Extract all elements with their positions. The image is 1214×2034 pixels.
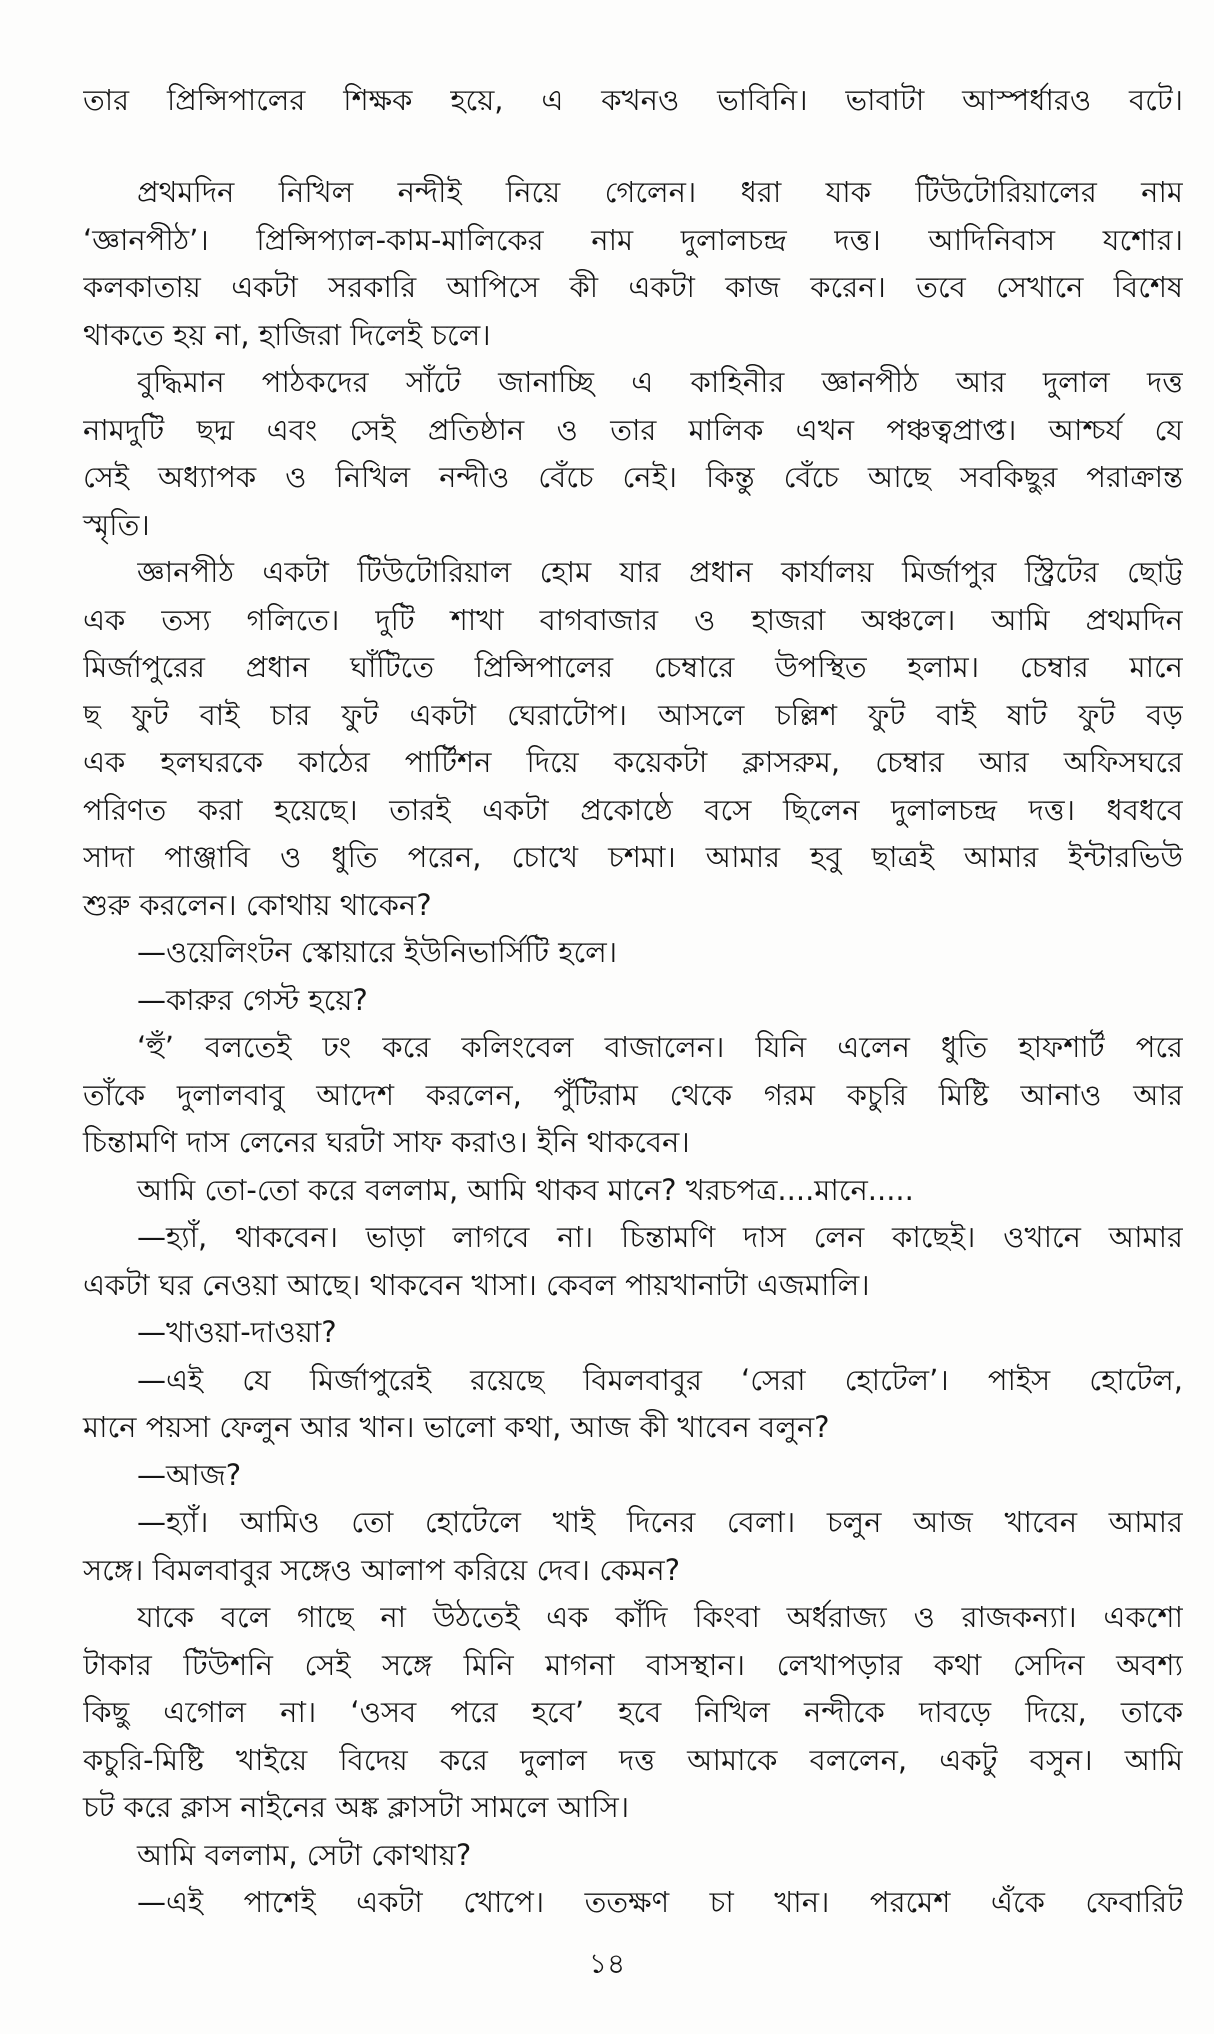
text-line: আমি বললাম, সেটা কোথায়?: [137, 1837, 472, 1872]
text-line: তার প্রিন্সিপালের শিক্ষক হয়ে, এ কখনও ভাবিনি। ভাবাটা আস্পর্ধারও বটে।: [83, 83, 1183, 117]
text-line: ছ ফুট বাই চার ফুট একটা ঘেরাটোপ। আসলে চল্লিশ ফুট বাই ষাট ফুট বড়: [83, 697, 1183, 732]
text-line: এক তস্য গলিতে। দুটি শাখা বাগবাজার ও হাজরা অঞ্চলে। আমি প্রথমদিন: [83, 602, 1183, 637]
text-line: কলকাতায় একটা সরকারি আপিসে কী একটা কাজ করেন। তবে সেখানে বিশেষ: [83, 270, 1183, 304]
text-line: —খাওয়া-দাওয়া?: [137, 1315, 337, 1349]
text-line: —হ্যাঁ। আমিও তো হোটেলে খাই দিনের বেলা। চলুন আজ খাবেন আমার: [137, 1505, 1183, 1539]
text-line: মানে পয়সা ফেলুন আর খান। ভালো কথা, আজ কী খাবেন বলুন?: [83, 1410, 830, 1444]
text-line: থাকতে হয় না, হাজিরা দিলেই চলে।: [83, 317, 491, 352]
text-line: শুরু করলেন। কোথায় থাকেন?: [83, 887, 432, 922]
text-line: স্মৃতি।: [83, 507, 150, 542]
text-line: কিছু এগোল না। ‘ওসব পরে হবে’ হবে নিখিল নন্দীকে দাবড়ে দিয়ে, তাকে: [83, 1695, 1183, 1729]
text-line: সাদা পাঞ্জাবি ও ধুতি পরেন, চোখে চশমা। আমার হবু ছাত্রই আমার ইন্টারভিউ: [83, 840, 1183, 874]
text-line: যাকে বলে গাছে না উঠতেই এক কাঁদি কিংবা অর্ধরাজ্য ও রাজকন্যা। একশো: [137, 1600, 1183, 1634]
text-line: সঙ্গে। বিমলবাবুর সঙ্গেও আলাপ করিয়ে দেব। কেমন?: [83, 1552, 681, 1587]
text-line: বুদ্ধিমান পাঠকদের সাঁটে জানাচ্ছি এ কাহিনীর জ্ঞানপীঠ আর দুলাল দত্ত: [137, 365, 1183, 399]
text-line: জ্ঞানপীঠ একটা টিউটোরিয়াল হোম যার প্রধান কার্যালয় মির্জাপুর স্ট্রিটের ছোট্ট: [137, 555, 1183, 589]
text-line: প্রথমদিন নিখিল নন্দীই নিয়ে গেলেন। ধরা যাক টিউটোরিয়ালের নাম: [137, 175, 1183, 209]
text-line: মির্জাপুরের প্রধান ঘাঁটিতে প্রিন্সিপালের চেম্বারে উপস্থিত হলাম। চেম্বার মানে: [83, 650, 1183, 684]
page-number: ১৪: [588, 1947, 626, 1980]
text-line: চিন্তামণি দাস লেনের ঘরটা সাফ করাও। ইনি থাকবেন।: [83, 1125, 690, 1159]
text-line: তাঁকে দুলালবাবু আদেশ করলেন, পুঁটিরাম থেকে গরম কচুরি মিষ্টি আনাও আর: [83, 1077, 1183, 1112]
text-line: নামদুটি ছদ্ম এবং সেই প্রতিষ্ঠান ও তার মালিক এখন পঞ্চত্বপ্রাপ্ত। আশ্চর্য যে: [83, 412, 1183, 447]
text-line: একটা ঘর নেওয়া আছে। থাকবেন খাসা। কেবল পায়খানাটা এজমালি।: [83, 1267, 870, 1302]
text-line: ‘হুঁ’ বলতেই ঢং করে কলিংবেল বাজালেন। যিনি এলেন ধুতি হাফশার্ট পরে: [137, 1030, 1183, 1064]
text-line: টাকার টিউশনি সেই সঙ্গে মিনি মাগনা বাসস্থান। লেখাপড়ার কথা সেদিন অবশ্য: [83, 1647, 1183, 1682]
text-line: চট করে ক্লাস নাইনের অঙ্ক ক্লাসটা সামলে আসি।: [83, 1790, 630, 1824]
text-line: —আজ?: [137, 1457, 242, 1492]
text-line: —হ্যাঁ, থাকবেন। ভাড়া লাগবে না। চিন্তামণি দাস লেন কাছেই। ওখানে আমার: [137, 1220, 1183, 1254]
text-line: —কারুর গেস্ট হয়ে?: [137, 982, 368, 1017]
text-line: এক হলঘরকে কাঠের পার্টিশন দিয়ে কয়েকটা ক্লাসরুম, চেম্বার আর অফিসঘরে: [83, 745, 1183, 779]
text-line: —এই পাশেই একটা খোপে। ততক্ষণ চা খান। পরমেশ এঁকে ফেবারিট: [137, 1885, 1183, 1919]
text-line: —এই যে মির্জাপুরেই রয়েছে বিমলবাবুর ‘সেরা হোটেল’। পাইস হোটেল,: [137, 1362, 1183, 1397]
text-line: ‘জ্ঞানপীঠ’। প্রিন্সিপ্যাল-কাম-মালিকের নাম দুলালচন্দ্র দত্ত। আদিনিবাস যশোর।: [83, 222, 1183, 257]
text-line: পরিণত করা হয়েছে। তারই একটা প্রকোষ্ঠে বসে ছিলেন দুলালচন্দ্র দত্ত। ধবধবে: [83, 792, 1183, 827]
text-line: কচুরি-মিষ্টি খাইয়ে বিদেয় করে দুলাল দত্ত আমাকে বললেন, একটু বসুন। আমি: [83, 1742, 1183, 1777]
text-line: আমি তো-তো করে বললাম, আমি থাকব মানে? খরচপত্র....মানে.....: [137, 1172, 914, 1207]
text-line: সেই অধ্যাপক ও নিখিল নন্দীও বেঁচে নেই। কিন্তু বেঁচে আছে সবকিছুর পরাক্রান্ত: [83, 460, 1183, 494]
text-line: —ওয়েলিংটন স্কোয়ারে ইউনিভার্সিটি হলে।: [137, 935, 618, 969]
